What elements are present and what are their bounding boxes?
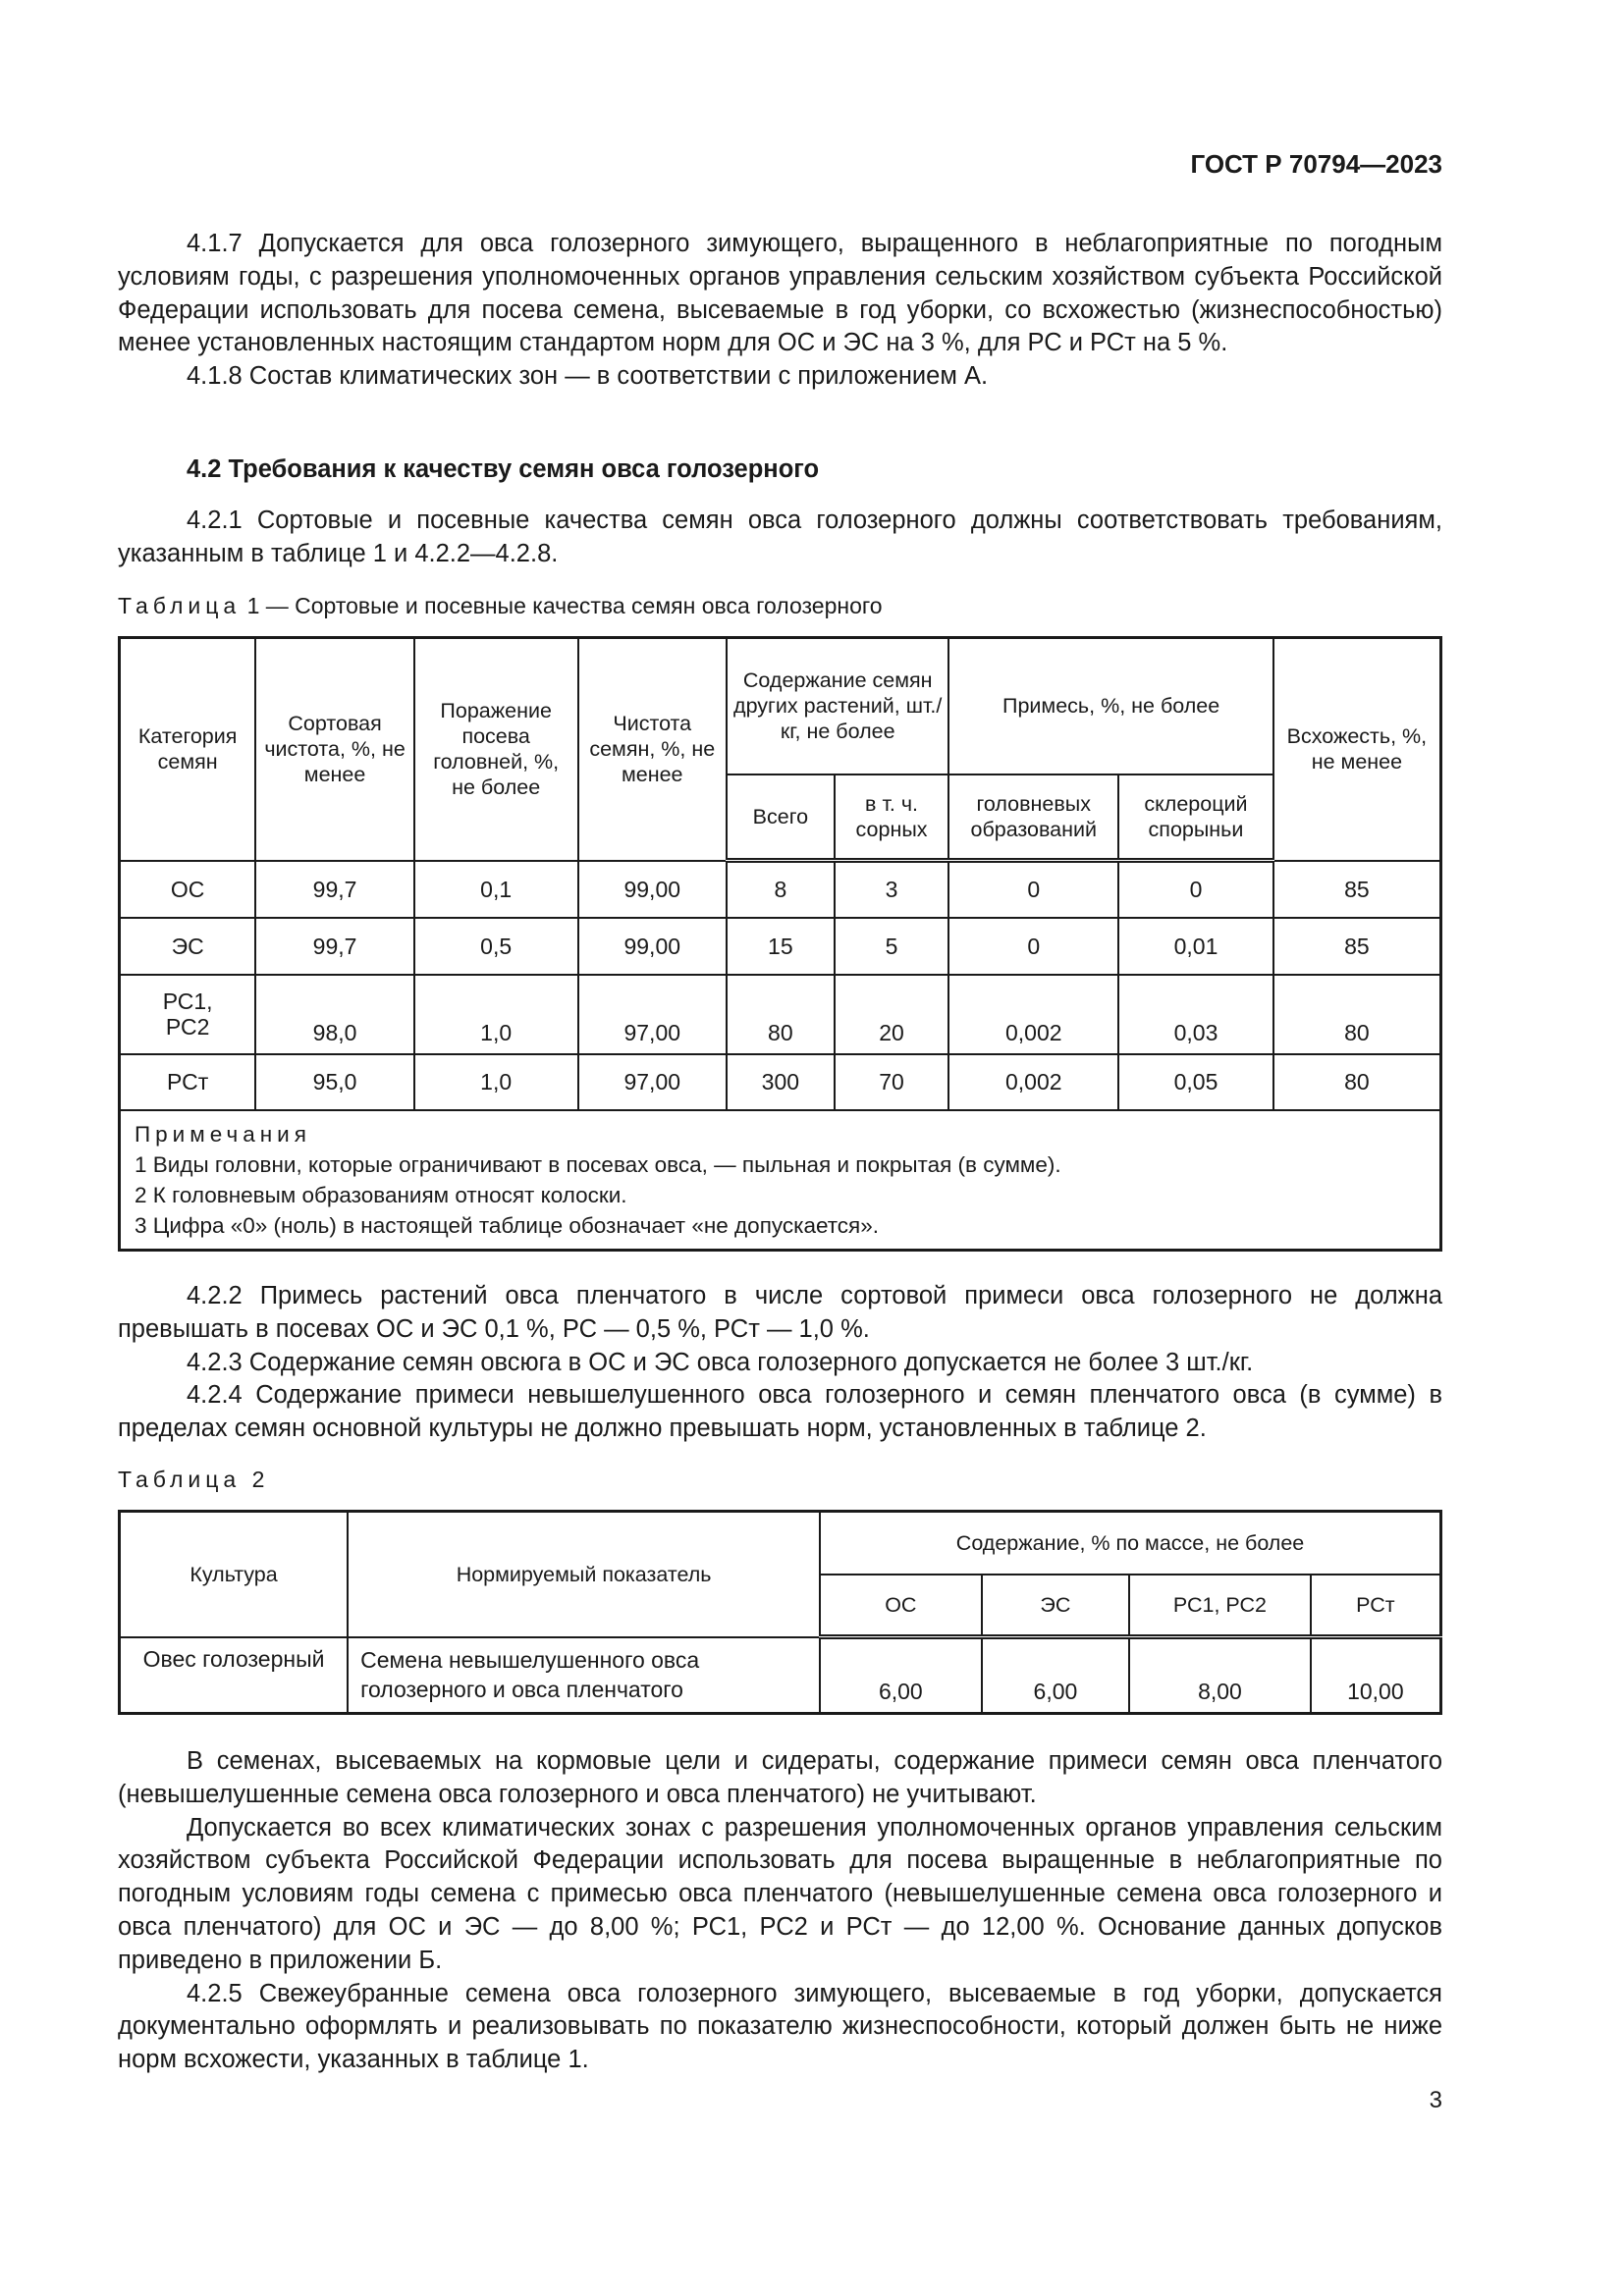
table-row bbox=[120, 975, 1441, 1054]
cell: 0 bbox=[948, 918, 1118, 975]
table-row bbox=[120, 1637, 1441, 1714]
paragraph-4-2-3: 4.2.3 Содержание семян овсюга в ОС и ЭС овса голозерного допускается не более 3 шт./кг. bbox=[187, 1348, 1254, 1376]
table2-caption: Таблица 2 bbox=[118, 1467, 270, 1492]
top-text bbox=[118, 228, 1442, 394]
cell: 300 bbox=[727, 1054, 835, 1110]
table-1 bbox=[118, 636, 1442, 1252]
table1-caption-label: Таблица bbox=[118, 593, 242, 618]
table1-notes bbox=[120, 1110, 1441, 1251]
mid-text bbox=[118, 1280, 1442, 1446]
th-weeds: в т. ч. сорных bbox=[835, 774, 949, 861]
cell: 0 bbox=[948, 861, 1118, 918]
page-number: 3 bbox=[1429, 2087, 1442, 2113]
note-item: 2 К головневым образованиям относят колоски. bbox=[135, 1182, 627, 1207]
cell: 0,03 bbox=[1118, 975, 1273, 1054]
cell: 80 bbox=[1273, 975, 1441, 1054]
th-col: РС1, РС2 bbox=[1129, 1575, 1310, 1637]
cell: 70 bbox=[835, 1054, 949, 1110]
cell: ОС bbox=[120, 861, 256, 918]
cell: ЭС bbox=[120, 918, 256, 975]
paragraph-4-1-8: 4.1.8 Состав климатических зон — в соответствии с приложением А. bbox=[187, 362, 989, 391]
paragraph-4-1-7: 4.1.7 Допускается для овса голозерного зимующего, выращенного в неблагоприятные по погодным условиям годы, с разрешения уполномоченных органов управления сельским хозяйством субъекта Российской Федерации использовать для посева семена, высеваемые в год уборки, со всхожестью (жизнеспособностью) менее установленных настоящим стандартом норм для ОС и ЭС на 3 %, для РС и РСт на 5 %. bbox=[118, 230, 1442, 357]
cell: 99,00 bbox=[578, 861, 728, 918]
cell: 0,05 bbox=[1118, 1054, 1273, 1110]
cell: 8,00 bbox=[1129, 1637, 1310, 1714]
cell: 6,00 bbox=[982, 1637, 1130, 1714]
th-col: ЭС bbox=[982, 1575, 1130, 1637]
cell: 0,5 bbox=[414, 918, 578, 975]
table1-caption bbox=[118, 593, 1442, 619]
bottom-text bbox=[118, 1745, 1442, 2077]
paragraph-feed: В семенах, высеваемых на кормовые цели и сидераты, содержание примеси семян овса пленчатого (невышелушенные семена овса голозерного и овса пленчатого) не учитывают. bbox=[118, 1747, 1442, 1808]
section-heading: 4.2 Требования к качеству семян овса голозерного bbox=[187, 455, 820, 483]
cell: 85 bbox=[1273, 918, 1441, 975]
paragraph-4-2-2: 4.2.2 Примесь растений овса пленчатого в числе сортовой примеси овса голозерного не должна превышать в посевах ОС и ЭС 0,1 %, РС — 0,5 %, РСт — 1,0 %. bbox=[118, 1282, 1442, 1343]
cell: 1,0 bbox=[414, 975, 578, 1054]
th-germination: Всхожесть, %, не менее bbox=[1273, 638, 1441, 861]
paragraph-allowance: Допускается во всех климатических зонах с разрешения уполномоченных органов управления сельским хозяйством субъекта Российской Федерации использовать для посева выращенные в неблагоприятные по погодным условиям годы семена с примесью овса пленчатого (невышелушенные семена овса голозерного и овса пленчатого) для ОС и ЭС — до 8,00 %; РС1, РС2 и РСт — до 12,00 %. Основание данных допусков приведено в приложении Б. bbox=[118, 1813, 1442, 1974]
cell: 85 bbox=[1273, 861, 1441, 918]
cell: 3 bbox=[835, 861, 949, 918]
cell: 99,7 bbox=[255, 861, 414, 918]
standard-number: ГОСТ Р 70794—2023 bbox=[1190, 149, 1442, 179]
table1-caption-text: 1 — Сортовые и посевные качества семян овса голозерного bbox=[246, 593, 883, 618]
cell: 0 bbox=[1118, 861, 1273, 918]
th-indicator: Нормируемый показатель bbox=[348, 1512, 820, 1637]
cell: 95,0 bbox=[255, 1054, 414, 1110]
cell-culture: Овес голозерный bbox=[120, 1637, 349, 1714]
th-ergot: склероций спорыньи bbox=[1118, 774, 1273, 861]
table-row bbox=[120, 918, 1441, 975]
cell: 97,00 bbox=[578, 975, 728, 1054]
cell: 5 bbox=[835, 918, 949, 975]
cell: 98,0 bbox=[255, 975, 414, 1054]
cell: 80 bbox=[727, 975, 835, 1054]
cell: 0,1 bbox=[414, 861, 578, 918]
th-other-seeds: Содержание семян других растений, шт./кг, не более bbox=[727, 638, 948, 774]
table-row bbox=[120, 861, 1441, 918]
cell: 0,002 bbox=[948, 975, 1118, 1054]
th-smut: Поражение посева головней, %, не более bbox=[414, 638, 578, 861]
cell: 6,00 bbox=[820, 1637, 982, 1714]
th-smut-formations: головневых образований bbox=[948, 774, 1118, 861]
paragraph-4-2-5: 4.2.5 Свежеубранные семена овса голозерного зимующего, высеваемые в год уборки, допускается документально оформлять и реализовывать по показателю жизнеспособности, который должен быть не ниже норм всхожести, указанных в таблице 1. bbox=[118, 1979, 1442, 2074]
th-col: ОС bbox=[820, 1575, 982, 1637]
cell: РСт bbox=[120, 1054, 256, 1110]
cell: 0,01 bbox=[1118, 918, 1273, 975]
paragraph-4-2-1: 4.2.1 Сортовые и посевные качества семян овса голозерного должны соответствовать требованиям, указанным в таблице 1 и 4.2.2—4.2.8. bbox=[118, 507, 1442, 567]
paragraph-block bbox=[118, 505, 1442, 571]
th-total: Всего bbox=[727, 774, 835, 861]
cell: 10,00 bbox=[1311, 1637, 1441, 1714]
cell: 15 bbox=[727, 918, 835, 975]
cell: 8 bbox=[727, 861, 835, 918]
cell: РС1, РС2 bbox=[120, 975, 256, 1054]
table-2 bbox=[118, 1510, 1442, 1715]
cell: 1,0 bbox=[414, 1054, 578, 1110]
th-varietal: Сортовая чистота, %, не менее bbox=[255, 638, 414, 861]
note-item: 1 Виды головни, которые ограничивают в посевах овса, — пыльная и покрытая (в сумме). bbox=[135, 1151, 1061, 1177]
th-impurity: Примесь, %, не более bbox=[948, 638, 1272, 774]
cell: 99,00 bbox=[578, 918, 728, 975]
cell-indicator: Семена невышелушенного овса голозерного и овса пленчатого bbox=[348, 1637, 820, 1714]
th-col: РСт bbox=[1311, 1575, 1441, 1637]
cell: 0,002 bbox=[948, 1054, 1118, 1110]
notes-title: Примечания bbox=[135, 1121, 311, 1147]
cell: 99,7 bbox=[255, 918, 414, 975]
cell: 80 bbox=[1273, 1054, 1441, 1110]
cell: 20 bbox=[835, 975, 949, 1054]
th-content: Содержание, % по массе, не более bbox=[820, 1512, 1440, 1575]
paragraph-4-2-4: 4.2.4 Содержание примеси невышелушенного овса голозерного и семян пленчатого овса (в сумме) в пределах семян основной культуры не должно превышать норм, установленных в таблице 2. bbox=[118, 1381, 1442, 1443]
th-category: Категория семян bbox=[120, 638, 256, 861]
table-row bbox=[120, 1054, 1441, 1110]
note-item: 3 Цифра «0» (ноль) в настоящей таблице обозначает «не допускается». bbox=[135, 1212, 879, 1238]
th-purity: Чистота семян, %, не менее bbox=[578, 638, 728, 861]
cell: 97,00 bbox=[578, 1054, 728, 1110]
th-culture: Культура bbox=[120, 1512, 349, 1637]
